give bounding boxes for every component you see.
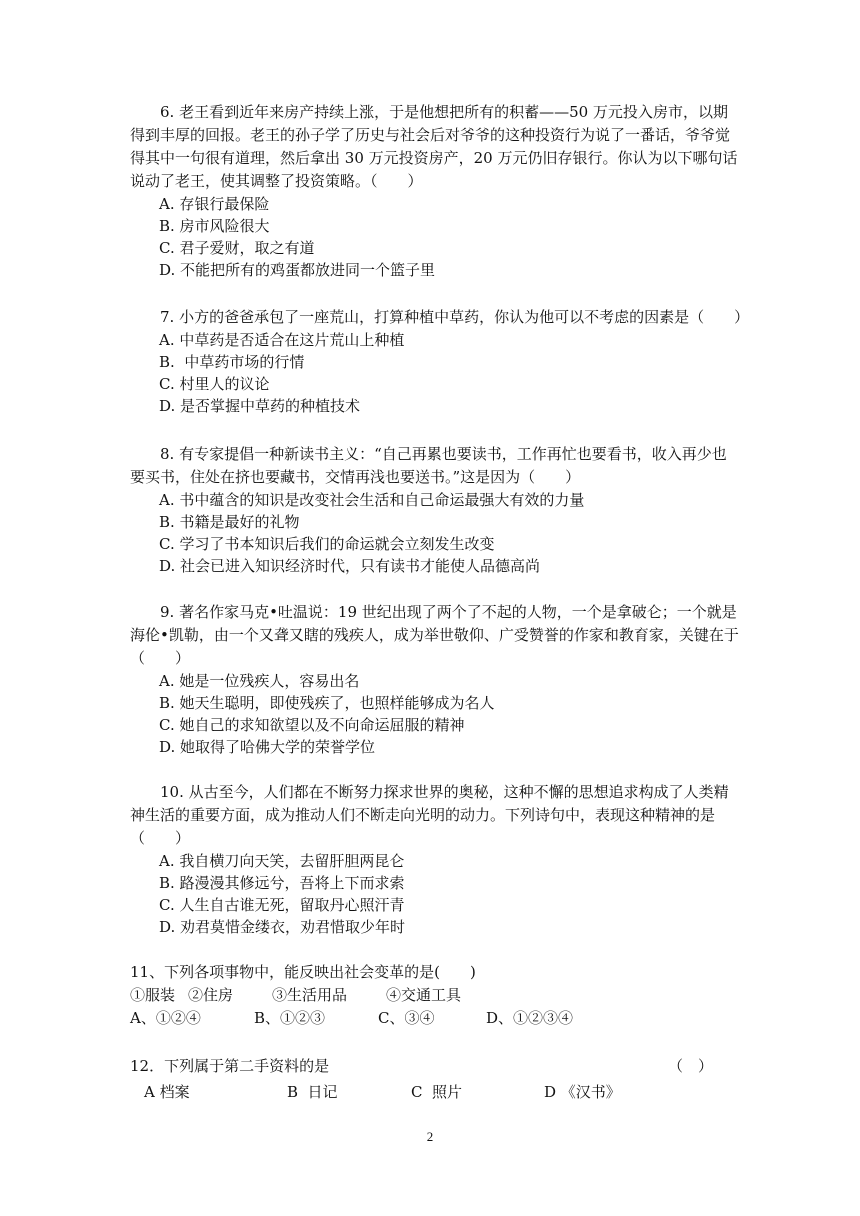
question-stem: 8. 有专家提倡一种新读书主义：“自己再累也要读书，工作再忙也要看书，收入再少也要买书，住处在挤也要藏书，交情再浅也要送书。”这是因为（ ） <box>130 445 727 486</box>
option-a: A. 我自横刀向天笑，去留肝胆两昆仑 <box>159 852 405 870</box>
option-c: C. 学习了书本知识后我们的命运就会立刻发生改变 <box>159 535 495 553</box>
option-d: D、①②③④ <box>486 1009 574 1027</box>
question-stem: 7. 小方的爸爸承包了一座荒山，打算种植中草药，你认为他可以不考虑的因素是（ ） <box>160 308 750 326</box>
option-a: A. 书中蕴含的知识是改变社会生活和自己命运最强大有效的力量 <box>159 491 585 509</box>
option-b: B. 她天生聪明，即使残疾了，也照样能够成为名人 <box>159 694 495 712</box>
option-b: B. 书籍是最好的礼物 <box>159 513 300 531</box>
option-d: D. 是否掌握中草药的种植技术 <box>159 397 361 415</box>
page-number: 2 <box>426 1129 434 1144</box>
question-8 <box>130 443 740 577</box>
question-stem: 11、下列各项事物中，能反映出社会变革的是( ) <box>130 963 476 981</box>
option-b: B. 中草药市场的行情 <box>159 353 305 371</box>
option-b: B 日记 <box>287 1083 338 1101</box>
question-6 <box>130 101 740 281</box>
option-c: C. 人生自古谁无死，留取丹心照汗青 <box>159 896 405 914</box>
option-a: A. 她是一位残疾人，容易出名 <box>159 672 360 690</box>
option-d: D. 劝君莫惜金缕衣，劝君惜取少年时 <box>159 918 406 936</box>
option-row <box>130 1007 740 1030</box>
option-b: B. 房市风险很大 <box>159 217 270 235</box>
option-a: A 档案 <box>144 1083 190 1101</box>
question-11 <box>130 961 740 1030</box>
option-d: D. 社会已进入知识经济时代，只有读书才能使人品德高尚 <box>159 557 541 575</box>
question-stem: 10. 从古至今，人们都在不断努力探求世界的奥秘，这种不懈的思想追求构成了人类精神生活的重要方面，成为推动人们不断走向光明的动力。下列诗句中，表现这种精神的是（ ） <box>130 783 729 847</box>
option-b: B. 路漫漫其修远兮，吾将上下而求索 <box>159 874 405 892</box>
option-c: C. 君子爱财，取之有道 <box>159 239 315 257</box>
question-7 <box>130 306 750 417</box>
item: ④交通工具 <box>386 986 462 1004</box>
option-a: A. 中草药是否适合在这片荒山上种植 <box>159 331 405 349</box>
item: ②住房 <box>188 986 234 1004</box>
question-stem: 6. 老王看到近年来房产持续上涨，于是他想把所有的积蓄——50 万元投入房市，以期得到丰厚的回报。老王的孙子学了历史与社会后对爷爷的这种投资行为说了一番话，爷爷觉得其中一句很有道理，然后拿出 30 万元投资房产，20 万元仍旧存银行。你认为以下哪句话说动了老王，使其调整了投资策略。（ ） <box>130 103 738 190</box>
option-a: A、①②④ <box>130 1009 201 1027</box>
option-c: C 照片 <box>411 1083 463 1101</box>
item: ①服装 <box>130 986 176 1004</box>
option-d: D. 不能把所有的鸡蛋都放进同一个篮子里 <box>159 261 436 279</box>
question-stem: 9. 著名作家马克•吐温说：19 世纪出现了两个了不起的人物，一个是拿破仑；一个就是海伦•凯勒，由一个又聋又瞎的残疾人，成为举世敬仰、广受赞誉的作家和教育家，关键在于（ ） <box>130 603 739 667</box>
question-10 <box>130 781 740 938</box>
item-row <box>130 984 740 1007</box>
option-row <box>144 1081 735 1104</box>
answer-paren: （ ） <box>667 1057 713 1075</box>
item: ③生活用品 <box>272 986 348 1004</box>
question-9 <box>130 601 740 758</box>
option-b: B、①②③ <box>254 1009 326 1027</box>
option-c: C. 村里人的议论 <box>159 375 270 393</box>
question-12 <box>130 1055 735 1104</box>
option-d: D 《汉书》 <box>544 1083 621 1101</box>
option-a: A. 存银行最保险 <box>159 195 270 213</box>
option-c: C、③④ <box>378 1009 435 1027</box>
option-c: C. 她自己的求知欲望以及不向命运屈服的精神 <box>159 716 465 734</box>
question-text: 12．下列属于第二手资料的是 <box>130 1057 330 1075</box>
question-stem <box>130 1055 735 1078</box>
option-d: D. 她取得了哈佛大学的荣誉学位 <box>159 738 376 756</box>
